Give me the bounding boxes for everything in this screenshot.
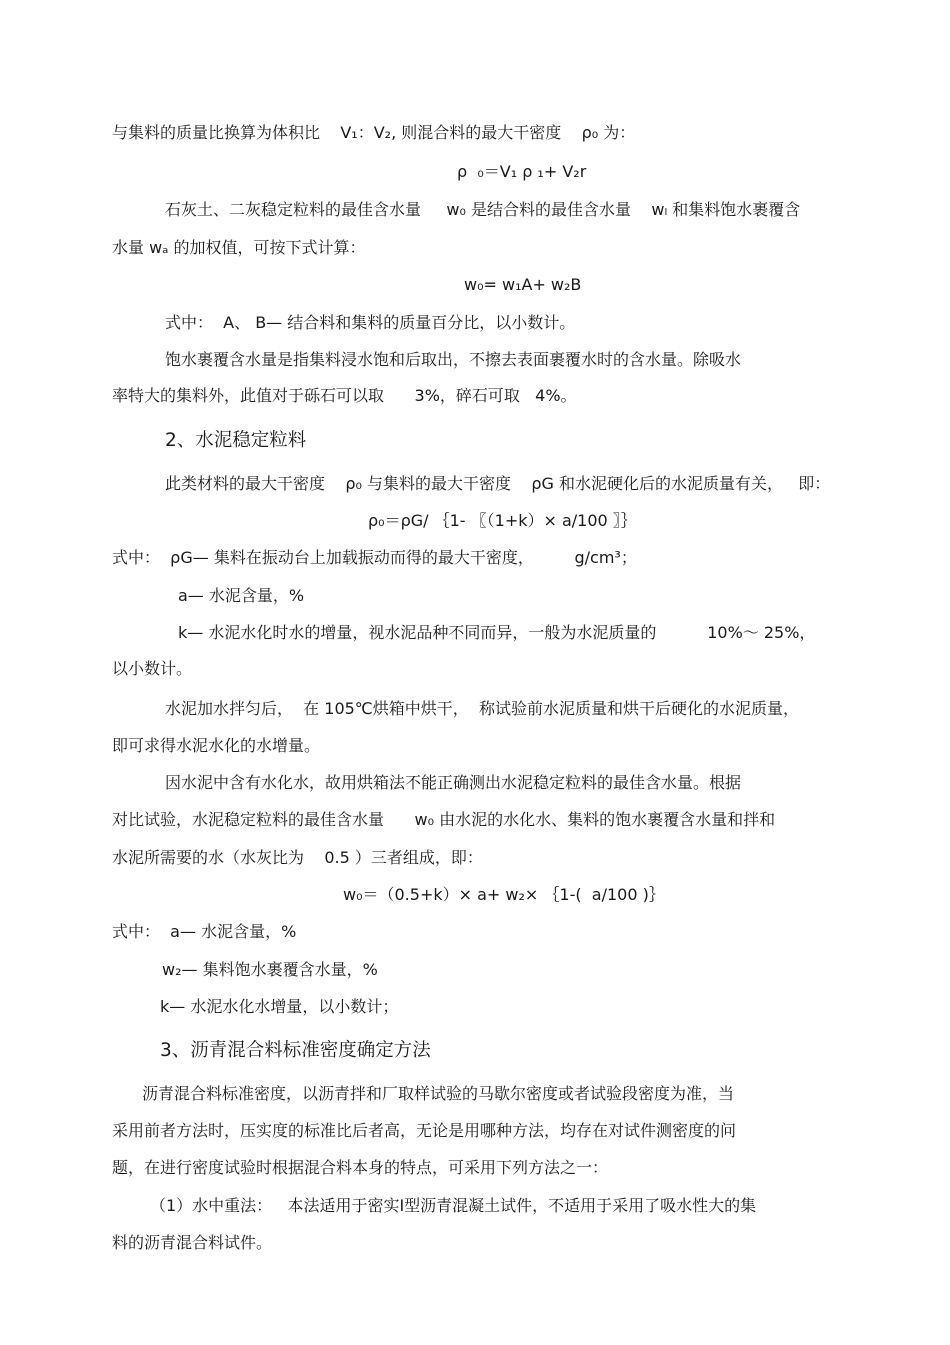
paragraph-line: w₂— 集料饱水裹覆含水量，% [162,960,378,979]
paragraph-line: 对比试验，水泥稳定粒料的最佳含水量 w₀ 由水泥的水化水、集料的饱水裹覆含水量和拌和 [112,810,776,829]
paragraph-line: 沥青混合料标准密度，以沥青拌和厂取样试验的马歇尔密度或者试验段密度为准，当 [142,1084,735,1103]
paragraph-line: 即可求得水泥水化的水增量。 [112,736,321,755]
paragraph-line: （1）水中重法： 本法适用于密实Ⅰ型沥青混凝土试件，不适用于采用了吸水性大的集 [150,1196,757,1215]
paragraph-line: 饱水裹覆含水量是指集料浸水饱和后取出，不擦去表面裹覆水时的含水量。除吸水 [165,350,742,369]
paragraph-line: 率特大的集料外，此值对于砾石可以取 3%，碎石可取 4%。 [112,386,577,405]
formula-line: ρ ₀＝V₁ ρ ₁+ V₂r [457,162,587,181]
paragraph-line: 题，在进行密度试验时根据混合料本身的特点，可采用下列方法之一： [112,1158,609,1177]
section-heading: 3、沥青混合料标准密度确定方法 [160,1040,431,1061]
formula-line: ρ₀＝ρG/ ｛1- 〖（1+k）× a/100 〗｝ [368,511,637,530]
paragraph-line: 石灰土、二灰稳定粒料的最佳含水量 w₀ 是结合料的最佳含水量 wₗ 和集料饱水裹覆含 [165,200,801,219]
formula-line: w₀= w₁A+ w₂B [464,275,582,294]
section-heading: 2、水泥稳定粒料 [165,430,307,451]
paragraph-line: 水泥加水拌匀后， 在 105℃烘箱中烘干， 称试验前水泥质量和烘干后硬化的水泥质量， [165,699,799,718]
paragraph-line: k— 水泥水化时水的增量，视水泥品种不同而异，一般为水泥质量的 10%～ 25%， [178,623,816,642]
paragraph-line: 式中： a— 水泥含量，% [112,922,297,941]
formula-line: w₀＝（0.5+k）× a+ w₂× ｛1-( a/100 )｝ [343,885,665,904]
paragraph-line: 式中： A、 B— 结合料和集料的质量百分比，以小数计。 [165,313,576,332]
paragraph-line: a— 水泥含量，% [178,586,305,605]
paragraph-line: 因水泥中含有水化水，故用烘箱法不能正确测出水泥稳定粒料的最佳含水量。根据 [165,773,742,792]
paragraph-line: 水量 wₐ 的加权值，可按下式计算： [112,238,366,257]
paragraph-line: 与集料的质量比换算为体积比 V₁：V₂, 则混合料的最大干密度 ρ₀ 为： [112,123,636,142]
paragraph-line: 此类材料的最大干密度 ρ₀ 与集料的最大干密度 ρG 和水泥硬化后的水泥质量有关， 即： [165,474,831,493]
paragraph-line: 以小数计。 [112,659,193,678]
paragraph-line: 采用前者方法时，压实度的标准比后者高，无论是用哪种方法，均存在对试件测密度的问 [112,1121,737,1140]
paragraph-line: k— 水泥水化水增量，以小数计； [160,997,399,1016]
paragraph-line: 料的沥青混合料试件。 [112,1233,273,1252]
paragraph-line: 式中： ρG— 集料在振动台上加载振动而得的最大干密度， g/cm³； [112,548,637,567]
paragraph-line: 水泥所需要的水（水灰比为 0.5 ）三者组成，即： [112,848,483,867]
